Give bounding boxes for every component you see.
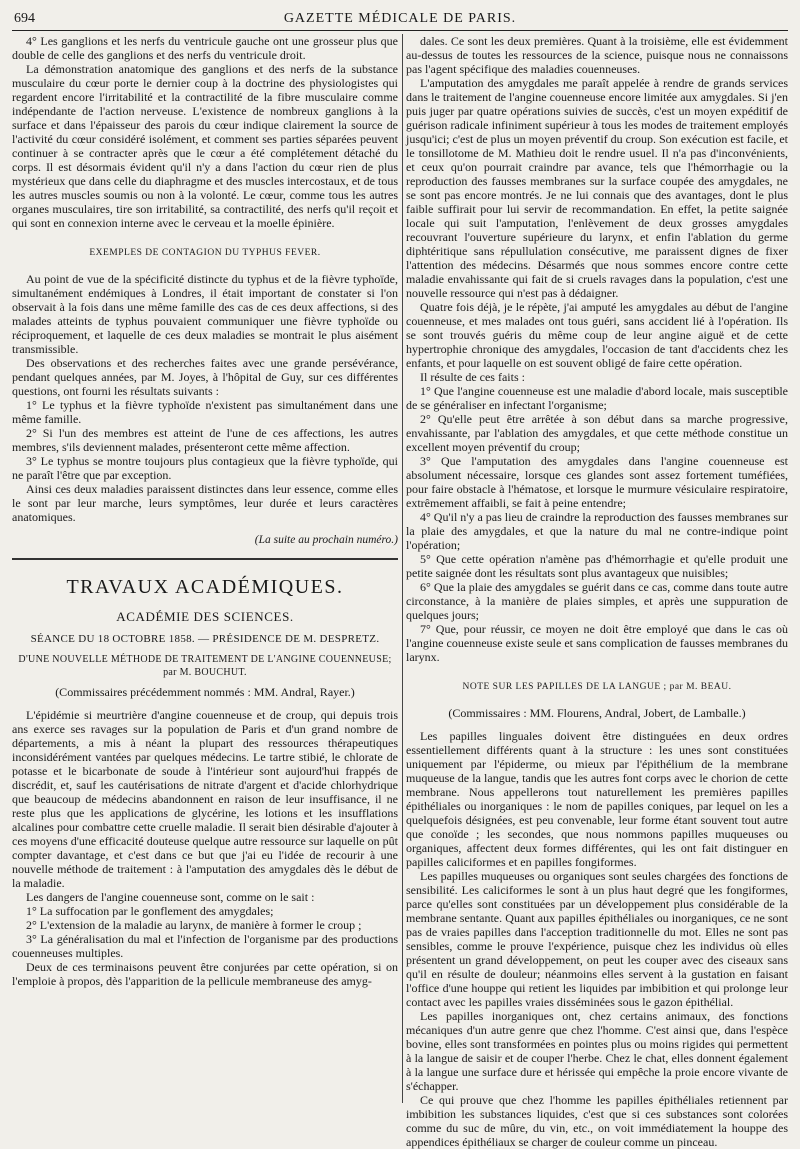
right-column [406,34,789,1149]
paragraph: 3° Que l'amputation des amygdales dans l'angine couenneuse est absolument nécessaire, lorsque ces glandes sont assez fortement tuméfiées, pour faire obstacle à l'hématose, et lorsque le murmure vésiculaire respiratoire, extrêmement affaibli, se fait à peine entendre; [406,454,788,510]
paragraph: L'épidémie si meurtrière d'angine couenneuse et de croup, qui depuis trois ans exerce ses ravages sur la population de Paris et d'un grand nombre de départements, a mis à néant la plupart des ressources thérapeutiques inconsidérément vantées par quelques médecins. Le tartre stibié, le chlorate de potasse et le bicarbonate de soude à l'intérieur sont aujourd'hui frappés de discrédit, et, sauf les cautérisations de nitrate d'argent et d'acide chlorhydrique que beaucoup de médecins abandonnent en raison de leur insuffisance, il ne reste plus que les applications de glycérine, les lotions et les insufflations alcalines pour combattre cette cruelle maladie. Il serait bien désirable d'ajouter à ces moyens d'une efficacité douteuse quelque autre ressource sur laquelle on pût compter davantage, et c'est dans ce but que j'ai eu l'idée de recourir à une nouvelle méthode de traitement : à l'amputation des amygdales dès le début de la maladie. [12,708,398,890]
commissioners: (Commissaires précédemment nommés : MM. Andral, Rayer.) [55,685,355,699]
continuation-note: (La suite au prochain numéro.) [254,534,398,546]
paragraph: Des observations et des recherches faites avec une grande persévérance, pendant quelques années, par M. Joyes, à l'hôpital de Guy, sur ces différentes questions, ont fourni les résultats suivants : [12,356,398,398]
paragraph: Les dangers de l'angine couenneuse sont, comme on le sait : [26,890,315,904]
article-title: D'UNE NOUVELLE MÉTHODE DE TRAITEMENT DE L'ANGINE COUENNEUSE; par M. BOUCHUT. [18,654,392,678]
section-title: TRAVAUX ACADÉMIQUES. [66,576,344,598]
paragraph: L'amputation des amygdales me paraît appelée à rendre de grands services dans le traitement de l'angine couenneuse encore limitée aux amygdales. Si j'en puis juger par quatre opérations suivies de succès, c'est un moyen expéditif de guérison radicale infiniment supérieur à tous les modes de traitement employés jusqu'ici; c'est de plus un moyen préventif du croup. Son exécution est facile, et le tonsillotome de M. Mathieu doit le rendre usuel. Il n'a pas d'inconvénients, et ceux qu'on pourrait craindre par avance, tels que l'hémorrhagie ou la reproduction des fausses membranes sur la surface coupée des amygdales, ne se sont pas encore montrés. Je ne lui connais que des avantages, dont le plus faible suffirait pour lui servir de recommandation. En effet, la petite saignée locale qui suit l'amputation, l'enlèvement de deux grosses amygdales recouvrant l'ouverture supérieure du larynx, et enfin l'ablation du germe diphtéritique sans répullulation consécutive, me paraissent dignes de fixer l'attention des médecins. Désarmés que nous sommes encore contre cette maladie envahissante qui fait de si cruels ravages dans la population, c'est une nouvelle ressource qui n'est pas à dédaigner. [406,76,788,300]
columns [12,34,789,1149]
paragraph: 2° L'extension de la maladie au larynx, de manière à former le croup ; [26,918,362,932]
paragraph: Au point de vue de la spécificité distincte du typhus et de la fièvre typhoïde, simultanément endémiques à Londres, il était important de constater si l'on observait à la fois dans une même famille des cas de ces deux affections, si des malades atteints de typhus pouvaient communiquer une fièvre typhoïde ou réciproquement, et laquelle de ces deux maladies se montrait le plus aisément transmissible. [12,272,398,356]
paragraph: 7° Que, pour réussir, ce moyen ne doit être employé que dans le cas où l'angine couenneuse existe seule et sans complication de fausses membranes du larynx. [406,622,788,664]
paragraph: 2° Si l'un des membres est atteint de l'une de ces affections, les autres membres, s'ils deviennent malades, présenteront cette même affection. [12,426,398,454]
running-header [12,0,788,31]
paragraph: 3° Le typhus se montre toujours plus contagieux que la fièvre typhoïde, qui ne paraît l'être que par exception. [12,454,398,482]
left-column [12,34,398,1103]
paragraph: 4° Qu'il n'y a pas lieu de craindre la reproduction des fausses membranes sur la plaie des amygdales, et que la nature du mal ne contre-indique point l'opération; [406,510,789,552]
paragraph: 6° Que la plaie des amygdales se guérit dans ce cas, comme dans toute autre circonstance, à la manière de plaies simples, et après une suppuration de quelques jours; [406,580,788,622]
paragraph: dales. Ce sont les deux premières. Quant à la troisième, elle est évidemment au-dessus de toutes les ressources de la science, puisque nous ne connaissons pas l'agent spécifique des maladies couenneuses. [406,34,788,76]
paragraph: Les papilles muqueuses ou organiques sont seules chargées des fonctions de sensibilité. Les caliciformes le sont à un plus haut degré que les fongiformes, parce qu'elles sont constituées par un développement plus considérable de la membrane sentante. Quant aux papilles épithéliales ou inorganiques, ce ne sont pas de vraies papilles dans l'acception traditionnelle du mot. Elles ne sont pas sensibles, comme le prouve l'expérience, puisque chez les individus où elles présentent un grand développement, on peut les couper avec des ciseaux sans qu'il en résulte de douleur; néanmoins elles servent à la gustation en faisant l'office d'une houppe qui retient les liquides par imbibition et qui prolonge leur contact avec les papilles vraies disséminées sous le gazon épithélial. [406,869,788,1009]
note-title: NOTE SUR LES PAPILLES DE LA LANGUE ; par M. BEAU. [462,682,732,692]
academy-heading: ACADÉMIE DES SCIENCES. [116,609,294,624]
paragraph: 1° Le typhus et la fièvre typhoïde n'existent pas simultanément dans une même famille. [12,398,398,426]
paragraph: Ce qui prouve que chez l'homme les papilles épithéliales retiennent par imbibition les substances liquides, c'est que si ces substances sont colorées comme du suc de mûre, du vin, etc., on voit immédiatement la houppe des appendices épithéliaux se charger de couleur comme un pinceau. [406,1093,788,1149]
paragraph: 3° La généralisation du mal et l'infection de l'organisme par des productions couenneuses multiples. [12,932,398,960]
paragraph: 2° Qu'elle peut être arrêtée à son début dans sa marche progressive, envahissante, par l'ablation des amygdales, et que cette méthode constitue un excellent moyen préventif du croup; [406,412,788,454]
page-number: 694 [14,11,35,26]
paragraph: Quatre fois déjà, je le répète, j'ai amputé les amygdales au début de l'angine couenneuse, et mes malades ont tous guéri, sans accident lié à l'opération. Ils se sont trouvés guéris du même coup de leur angine aiguë et de cette hypertrophie chronique des amygdales, l'occasion de tant d'accidents chez les enfants, et pour laquelle on est souvent obligé de faire cette opération. [406,300,788,370]
paragraph: 1° La suffocation par le gonflement des amygdales; [26,904,274,918]
column-rule [402,34,403,1103]
paragraph: 4° Les ganglions et les nerfs du ventricule gauche ont une grosseur plus que double de celle des ganglions et des nerfs du ventricule droit. [12,34,398,62]
paragraph: Les papilles inorganiques ont, chez certains animaux, des fonctions mécaniques d'un autre genre que chez l'homme. C'est ainsi que, dans l'espèce bovine, elles sont transformées en pointes plus ou moins rigides qui permettent à la langue de saisir et de couper l'herbe. Chez le chat, elles donnent également à la langue une surface dure et hérissée qui empêche la proie encore vivante de s'échapper. [406,1009,788,1093]
paragraph: Il résulte de ces faits : [420,370,525,384]
paragraph: Deux de ces terminaisons peuvent être conjurées par cette opération, si on l'emploie à propos, dès l'apparition de la pellicule membraneuse des amyg- [12,960,398,988]
subheading-typhus: EXEMPLES DE CONTAGION DU TYPHUS FEVER. [89,248,321,258]
commissioners: (Commissaires : MM. Flourens, Andral, Jobert, de Lamballe.) [448,706,746,720]
session-line: SÉANCE DU 18 OCTOBRE 1858. — PRÉSIDENCE DE M. DESPRETZ. [30,633,380,645]
paragraph: La démonstration anatomique des ganglions et des nerfs de la substance musculaire du cœur porte le dernier coup à la doctrine des physiologistes qui regardent encore l'irritabilité et la contractilité de la fibre musculaire comme indépendante de l'action nerveuse. L'existence de nombreux ganglions à la surface et dans l'épaisseur des parois du cœur indique clairement la source de l'activité du cœur considéré isolément, et comment ses parties séparées peuvent continuer à se contracter après que le cœur a été complétement détaché du corps. Il est désormais évident qu'il n'y a dans l'action du cœur rien de plus mystérieux que dans celle du diaphragme et des muscles intercostaux, et de tous les autres muscles soumis ou non à la volonté. Le cœur, comme tous les autres organes musculaires, tire son irritabilité, sa contractilité, des nerfs qu'il reçoit et qui sont en connexion interne avec le cerveau et la moelle épinière. [12,62,398,230]
paragraph: 1° Que l'angine couenneuse est une maladie d'abord locale, mais susceptible de se généraliser en infectant l'organisme; [406,384,788,412]
section-divider [12,558,398,560]
paragraph: Les papilles linguales doivent être distinguées en deux ordres essentiellement différents quant à la structure : les unes sont constituées uniquement par l'épiderme, ou mieux par l'épithélium de la membrane muqueuse de la langue, tandis que les autres font corps avec le chorion de cette membrane. Nous appellerons tout naturellement les premières papilles épithéliales ou inorganiques : le nom de papilles coniques, par lequel on les a quelquefois désignées, est peu convenable, leur forme étant souvent tout autre que conoïde ; les secondes, que nous nommons papilles muqueuses ou organiques, affectent deux formes différentes, qui les ont fait distinguer en papilles caliciformes et en papilles fongiformes. [406,729,788,869]
running-title: GAZETTE MÉDICALE DE PARIS. [283,11,517,26]
paragraph: 5° Que cette opération n'amène pas d'hémorrhagie et qu'elle produit une petite saignée dont les résultats sont plus avantageux que nuisibles; [406,552,788,580]
paragraph: Ainsi ces deux maladies paraissent distinctes dans leur essence, comme elles le sont par leur marche, leurs symptômes, leur durée et leurs caractères anatomiques. [12,482,398,524]
